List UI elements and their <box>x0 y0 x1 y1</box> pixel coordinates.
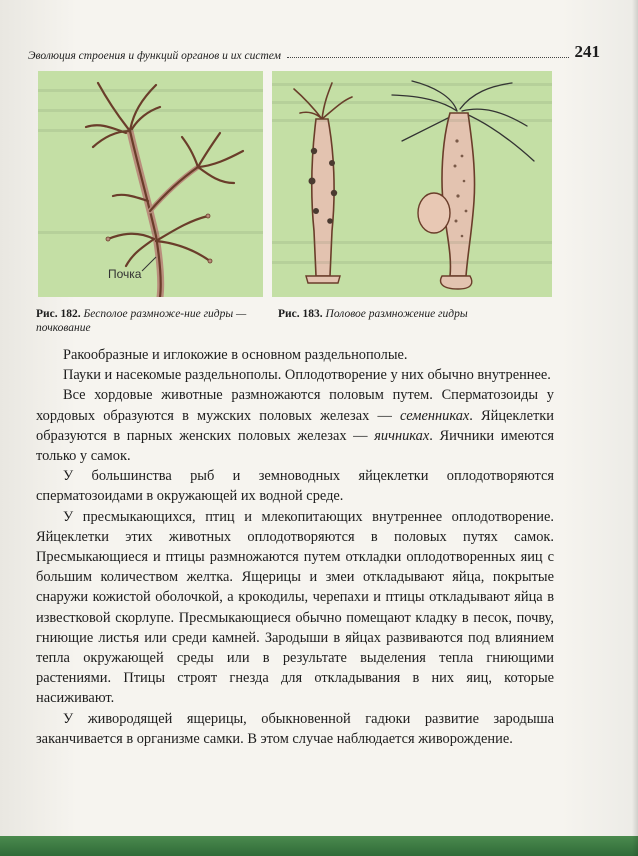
figure-182-caption <box>36 307 258 335</box>
paragraph-part: . Яйцеклетки образуются в парных женских половых железах — <box>36 407 554 444</box>
paragraph: У большинства рыб и земноводных яйцеклетки оплодотворяются сперматозоидами в окружающей их водной среде. <box>36 468 554 505</box>
paragraph: Ракообразные и иглокожие в основном раздельнополые. <box>63 347 408 363</box>
body-text <box>36 345 554 749</box>
paragraph: У пресмыкающихся, птиц и млекопитающих внутреннее оплодотворение. Яйцеклетки этих животных оплодотворяются в половых путях самок. Пресмыкающиеся и птицы размножаются путем откладки оплодотворенных яиц с большим количеством желтка. Ящерицы и змеи откладывают яйца, покрытые снаружи кожистой оболочкой, а крокодилы, черепахи и птицы откладывают яйца в известковой скорлупе. Пресмыкающиеся обычно помещают кладку в песок, почву, гниющие листья или среди камней. Зародыши в яйцах развиваются под влиянием тепла окружающей среды или в результате выделения тепла гниющими растениями. Птицы строят гнезда для откладывания в них яиц, которые насиживают. <box>36 508 554 707</box>
paragraph-part: . Яичники имеются только у самок. <box>36 427 554 465</box>
running-header <box>28 40 600 62</box>
paragraph-part: Все хордовые животные размножаются половым путем. Сперматозоиды у хордовых образуются в мужских половых железах — <box>36 387 554 424</box>
header-leader-dots <box>287 57 569 58</box>
paragraph <box>36 385 554 466</box>
term-testes: семенниках <box>400 407 470 424</box>
figure-182-caption-text: Бесполое размноже-ние гидры — почкование <box>36 308 247 334</box>
paragraph: Пауки и насекомые раздельнополы. Оплодотворение у них обычно внутреннее. <box>63 367 551 384</box>
figure-182-number: Рис. 182. <box>36 308 81 320</box>
header-title: Эволюция строения и функций органов и их систем <box>28 50 281 62</box>
figure-183-sexual-hydra <box>272 71 552 297</box>
page-edge-shadow <box>632 0 638 856</box>
figure-182-budding-hydra <box>38 71 263 297</box>
page-number: 241 <box>574 42 600 61</box>
term-ovaries: яичниках <box>374 427 430 444</box>
hydra-budding-illustration <box>38 71 263 297</box>
figure-183-number: Рис. 183. <box>278 308 323 320</box>
figure-183-caption <box>278 307 548 321</box>
figure-183-caption-text: Половое размножение гидры <box>325 308 468 320</box>
bud-label: Почка <box>108 267 142 281</box>
paragraph: У живородящей ящерицы, обыкновенной гадюки развитие зародыша заканчивается в организме самки. В этом случае наблюдается живорождение. <box>36 710 554 747</box>
bottom-color-band <box>0 836 638 856</box>
